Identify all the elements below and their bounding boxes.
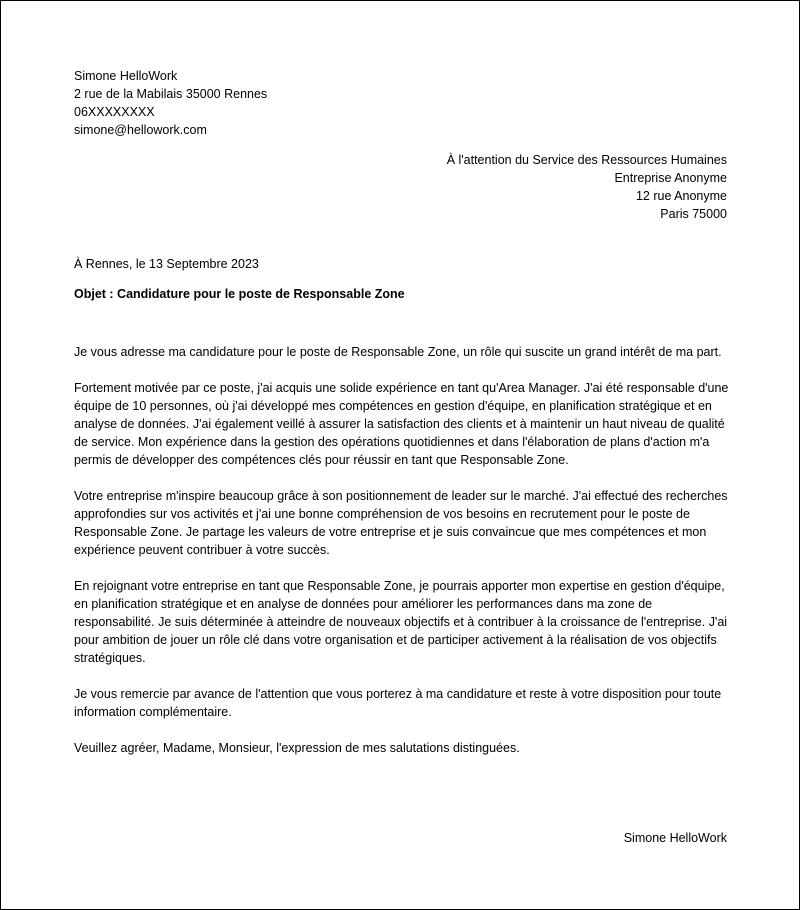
recipient-block bbox=[447, 151, 727, 223]
body-paragraph: Je vous adresse ma candidature pour le poste de Responsable Zone, un rôle qui suscite un grand intérêt de ma part. bbox=[74, 345, 722, 359]
sender-address: 2 rue de la Mabilais 35000 Rennes bbox=[74, 87, 268, 101]
body-paragraph: En rejoignant votre entreprise en tant que Responsable Zone, je pourrais apporter mon expertise en gestion d'équipe, en planification stratégique et en analyse de données pour améliorer les performances dans ma zone de responsabilité. Je suis déterminée à atteindre de nouveaux objectifs et à contribuer à la croissance de l'entreprise. J'ai pour ambition de jouer un rôle clé dans votre organisation et de participer activement à la réalisation de vos objectifs stratégiques. bbox=[74, 579, 728, 665]
date-line: À Rennes, le 13 Septembre 2023 bbox=[74, 257, 259, 271]
closing-paragraph: Veuillez agréer, Madame, Monsieur, l'expression de mes salutations distinguées. bbox=[74, 741, 520, 755]
sender-name: Simone HelloWork bbox=[74, 69, 178, 83]
recipient-attention: À l'attention du Service des Ressources Humaines bbox=[446, 153, 727, 167]
sender-block bbox=[74, 67, 267, 139]
letter-body bbox=[74, 343, 734, 775]
recipient-city: Paris 75000 bbox=[660, 207, 727, 221]
recipient-company: Entreprise Anonyme bbox=[614, 171, 727, 185]
sender-email: simone@hellowork.com bbox=[74, 123, 207, 137]
body-paragraph: Je vous remercie par avance de l'attention que vous porterez à ma candidature et reste à votre disposition pour toute information complémentaire. bbox=[74, 687, 722, 719]
sender-phone: 06XXXXXXXX bbox=[74, 105, 155, 119]
body-paragraph: Fortement motivée par ce poste, j'ai acquis une solide expérience en tant qu'Area Manager. J'ai été responsable d'une équipe de 10 personnes, où j'ai développé mes compétences en gestion d'équipe, en planification stratégique et en analyse de données. J'ai également veillé à assurer la satisfaction des clients et à maintenir un haut niveau de qualité de service. Mon expérience dans la gestion des opérations quotidiennes et dans l'élaboration de plans d'action m'a permis de développer des compétences clés pour réussir en tant que Responsable Zone. bbox=[74, 381, 729, 467]
recipient-street: 12 rue Anonyme bbox=[635, 189, 727, 203]
signature: Simone HelloWork bbox=[623, 831, 727, 845]
body-paragraph: Votre entreprise m'inspire beaucoup grâce à son positionnement de leader sur le marché. J'ai effectué des recherches approfondies sur vos activités et j'ai une bonne compréhension de vos besoins en recrutement pour le poste de Responsable Zone. Je partage les valeurs de votre entreprise et je suis convaincue que mes compétences et mon expérience peuvent contribuer à votre succès. bbox=[74, 489, 728, 557]
subject-line: Objet : Candidature pour le poste de Responsable Zone bbox=[74, 287, 405, 301]
